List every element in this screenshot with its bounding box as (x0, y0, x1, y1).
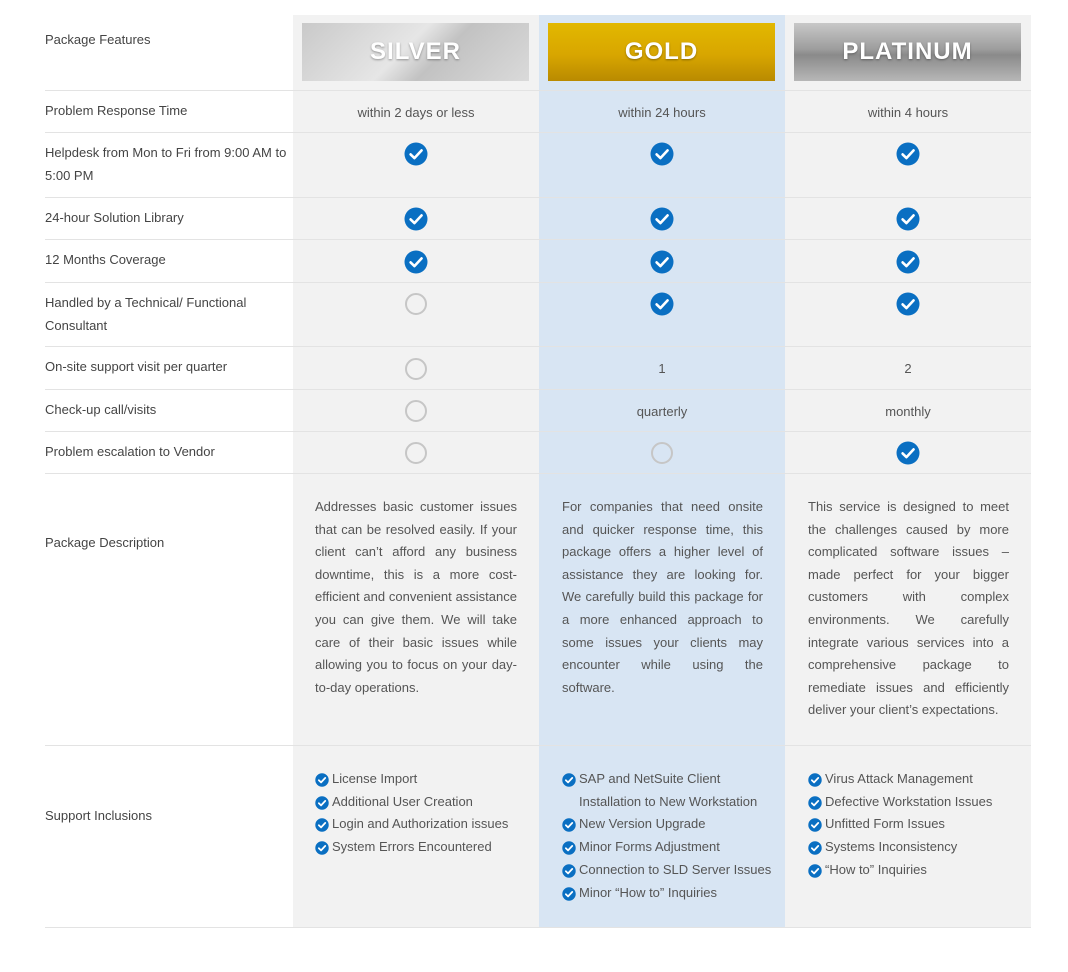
feature-value: quarterly (636, 403, 688, 419)
silver-feature-cell (293, 240, 539, 283)
check-circle-icon (404, 207, 428, 231)
silver-feature-cell (293, 198, 539, 240)
feature-row (45, 283, 1031, 347)
check-circle-icon (650, 142, 674, 166)
feature-row (45, 347, 1031, 390)
inclusion-item (562, 768, 772, 813)
package-features-title: Package Features (45, 32, 151, 47)
inclusion-item (808, 768, 1018, 791)
package-description-title: Package Description (45, 535, 165, 550)
inclusion-text: Virus Attack Management (825, 771, 973, 786)
inclusion-text: Connection to SLD Server Issues (579, 861, 772, 877)
support-inclusions-title: Support Inclusions (45, 808, 152, 823)
check-circle-icon (896, 441, 920, 465)
check-circle-icon (315, 795, 329, 809)
platinum-feature-cell (785, 283, 1031, 325)
silver-inclusions-list (315, 768, 525, 859)
check-circle-icon (562, 863, 576, 877)
empty-circle-icon (405, 400, 427, 422)
inclusion-item (562, 836, 772, 859)
platinum-feature-cell (785, 432, 1031, 474)
silver-feature-cell (293, 133, 539, 175)
description-row (45, 474, 1031, 746)
check-circle-icon (562, 772, 576, 786)
inclusion-item (808, 791, 1018, 814)
feature-label: 24-hour Solution Library (45, 210, 184, 225)
inclusion-text: Defective Workstation Issues (825, 793, 993, 809)
inclusion-text: New Version Upgrade (579, 816, 706, 832)
gold-feature-cell (539, 198, 785, 240)
check-circle-icon (896, 207, 920, 231)
gold-feature-cell (539, 240, 785, 283)
platinum-description: This service is designed to meet the challenges caused by more complicated software issues – made perfect for your bigger customers with complex environments. We carefully integrate various services into a comprehensive package to remediate issues and efficiently deliver your client’s expectations. (808, 499, 1009, 718)
platinum-feature-cell (785, 347, 1031, 390)
inclusion-text: Additional User Creation (332, 793, 473, 809)
feature-value: 2 (904, 361, 912, 376)
feature-value: within 4 hours (867, 104, 949, 120)
gold-feature-cell (539, 91, 785, 133)
inclusion-item (562, 859, 772, 882)
check-circle-icon (808, 817, 822, 831)
feature-label: Helpdesk from Mon to Fri from 9:00 AM to 5:00 PM (45, 145, 287, 183)
silver-description: Addresses basic customer issues that can be resolved easily. If your client can’t afford any business downtime, this is a more cost-efficient and convenient assistance you can give them. We will take care of their basic issues while allowing you to focus on your day-to-day operations. (315, 499, 517, 695)
check-circle-icon (650, 292, 674, 316)
empty-circle-icon (651, 442, 673, 464)
empty-circle-icon (405, 442, 427, 464)
gold-description: For companies that need onsite and quicker response time, this package offers a higher level of assistance they are looking for. We carefully build this package for a more enhanced approach to some issues your clients may encounter while using the software. (562, 499, 763, 695)
gold-inclusions-list (562, 768, 772, 904)
inclusion-text: “How to” Inquiries (825, 861, 927, 877)
inclusion-item (315, 836, 525, 859)
check-circle-icon (404, 142, 428, 166)
empty-circle-icon (405, 293, 427, 315)
inclusion-text: Login and Authorization issues (332, 816, 509, 832)
feature-label: Check-up call/visits (45, 402, 157, 417)
check-circle-icon (896, 250, 920, 274)
check-circle-icon (650, 250, 674, 274)
check-circle-icon (896, 142, 920, 166)
platinum-plan-badge: PLATINUM (794, 23, 1021, 81)
gold-feature-cell (539, 432, 785, 474)
platinum-feature-cell (785, 91, 1031, 133)
silver-feature-cell (293, 432, 539, 474)
feature-value: 1 (658, 361, 666, 376)
check-circle-icon (896, 292, 920, 316)
silver-feature-cell (293, 347, 539, 390)
platinum-inclusions-list (808, 768, 1018, 882)
gold-plan-badge: GOLD (548, 23, 775, 81)
platinum-feature-cell (785, 198, 1031, 240)
check-circle-icon (562, 840, 576, 854)
feature-row (45, 91, 1031, 133)
inclusion-text: System Errors Encountered (332, 839, 492, 855)
check-circle-icon (315, 772, 329, 786)
feature-value: monthly (885, 403, 931, 419)
check-circle-icon (808, 840, 822, 854)
inclusion-item (562, 813, 772, 836)
check-circle-icon (562, 817, 576, 831)
inclusion-item (808, 859, 1018, 882)
check-circle-icon (562, 886, 576, 900)
silver-plan-badge: SILVER (302, 23, 529, 81)
inclusion-text: License Import (332, 771, 418, 786)
inclusion-text: Systems Inconsistency (825, 839, 958, 855)
inclusion-text: Minor Forms Adjustment (579, 839, 720, 855)
check-circle-icon (808, 772, 822, 786)
silver-feature-cell (293, 390, 539, 432)
header-row (45, 15, 1031, 91)
inclusion-item (315, 768, 525, 791)
gold-feature-cell (539, 347, 785, 390)
inclusion-item (315, 791, 525, 814)
inclusion-item (808, 813, 1018, 836)
check-circle-icon (315, 840, 329, 854)
check-circle-icon (315, 817, 329, 831)
gold-feature-cell (539, 133, 785, 175)
inclusion-text: SAP and NetSuite Client Installation to New Workstation (579, 771, 758, 809)
feature-value: within 2 days or less (357, 104, 475, 120)
feature-row (45, 240, 1031, 283)
empty-circle-icon (405, 358, 427, 380)
inclusion-text: Minor “How to” Inquiries (579, 884, 717, 900)
feature-value: within 24 hours (618, 104, 706, 120)
check-circle-icon (650, 207, 674, 231)
platinum-feature-cell (785, 133, 1031, 175)
check-circle-icon (808, 795, 822, 809)
platinum-feature-cell (785, 240, 1031, 283)
feature-label: Handled by a Technical/ Functional Consultant (45, 295, 247, 333)
check-circle-icon (808, 863, 822, 877)
feature-label: Problem escalation to Vendor (45, 444, 215, 459)
inclusion-item (315, 813, 525, 836)
feature-label: Problem Response Time (45, 103, 188, 118)
gold-feature-cell (539, 283, 785, 325)
silver-feature-cell (293, 283, 539, 325)
platinum-feature-cell (785, 390, 1031, 432)
feature-row (45, 133, 1031, 198)
check-circle-icon (404, 250, 428, 274)
inclusion-item (808, 836, 1018, 859)
feature-row (45, 390, 1031, 432)
inclusions-row (45, 746, 1031, 928)
silver-feature-cell (293, 91, 539, 133)
gold-feature-cell (539, 390, 785, 432)
inclusion-text: Unfitted Form Issues (825, 816, 945, 832)
feature-row (45, 432, 1031, 474)
feature-label: On-site support visit per quarter (45, 359, 228, 374)
inclusion-item (562, 882, 772, 905)
feature-row (45, 198, 1031, 240)
feature-label: 12 Months Coverage (45, 252, 166, 267)
